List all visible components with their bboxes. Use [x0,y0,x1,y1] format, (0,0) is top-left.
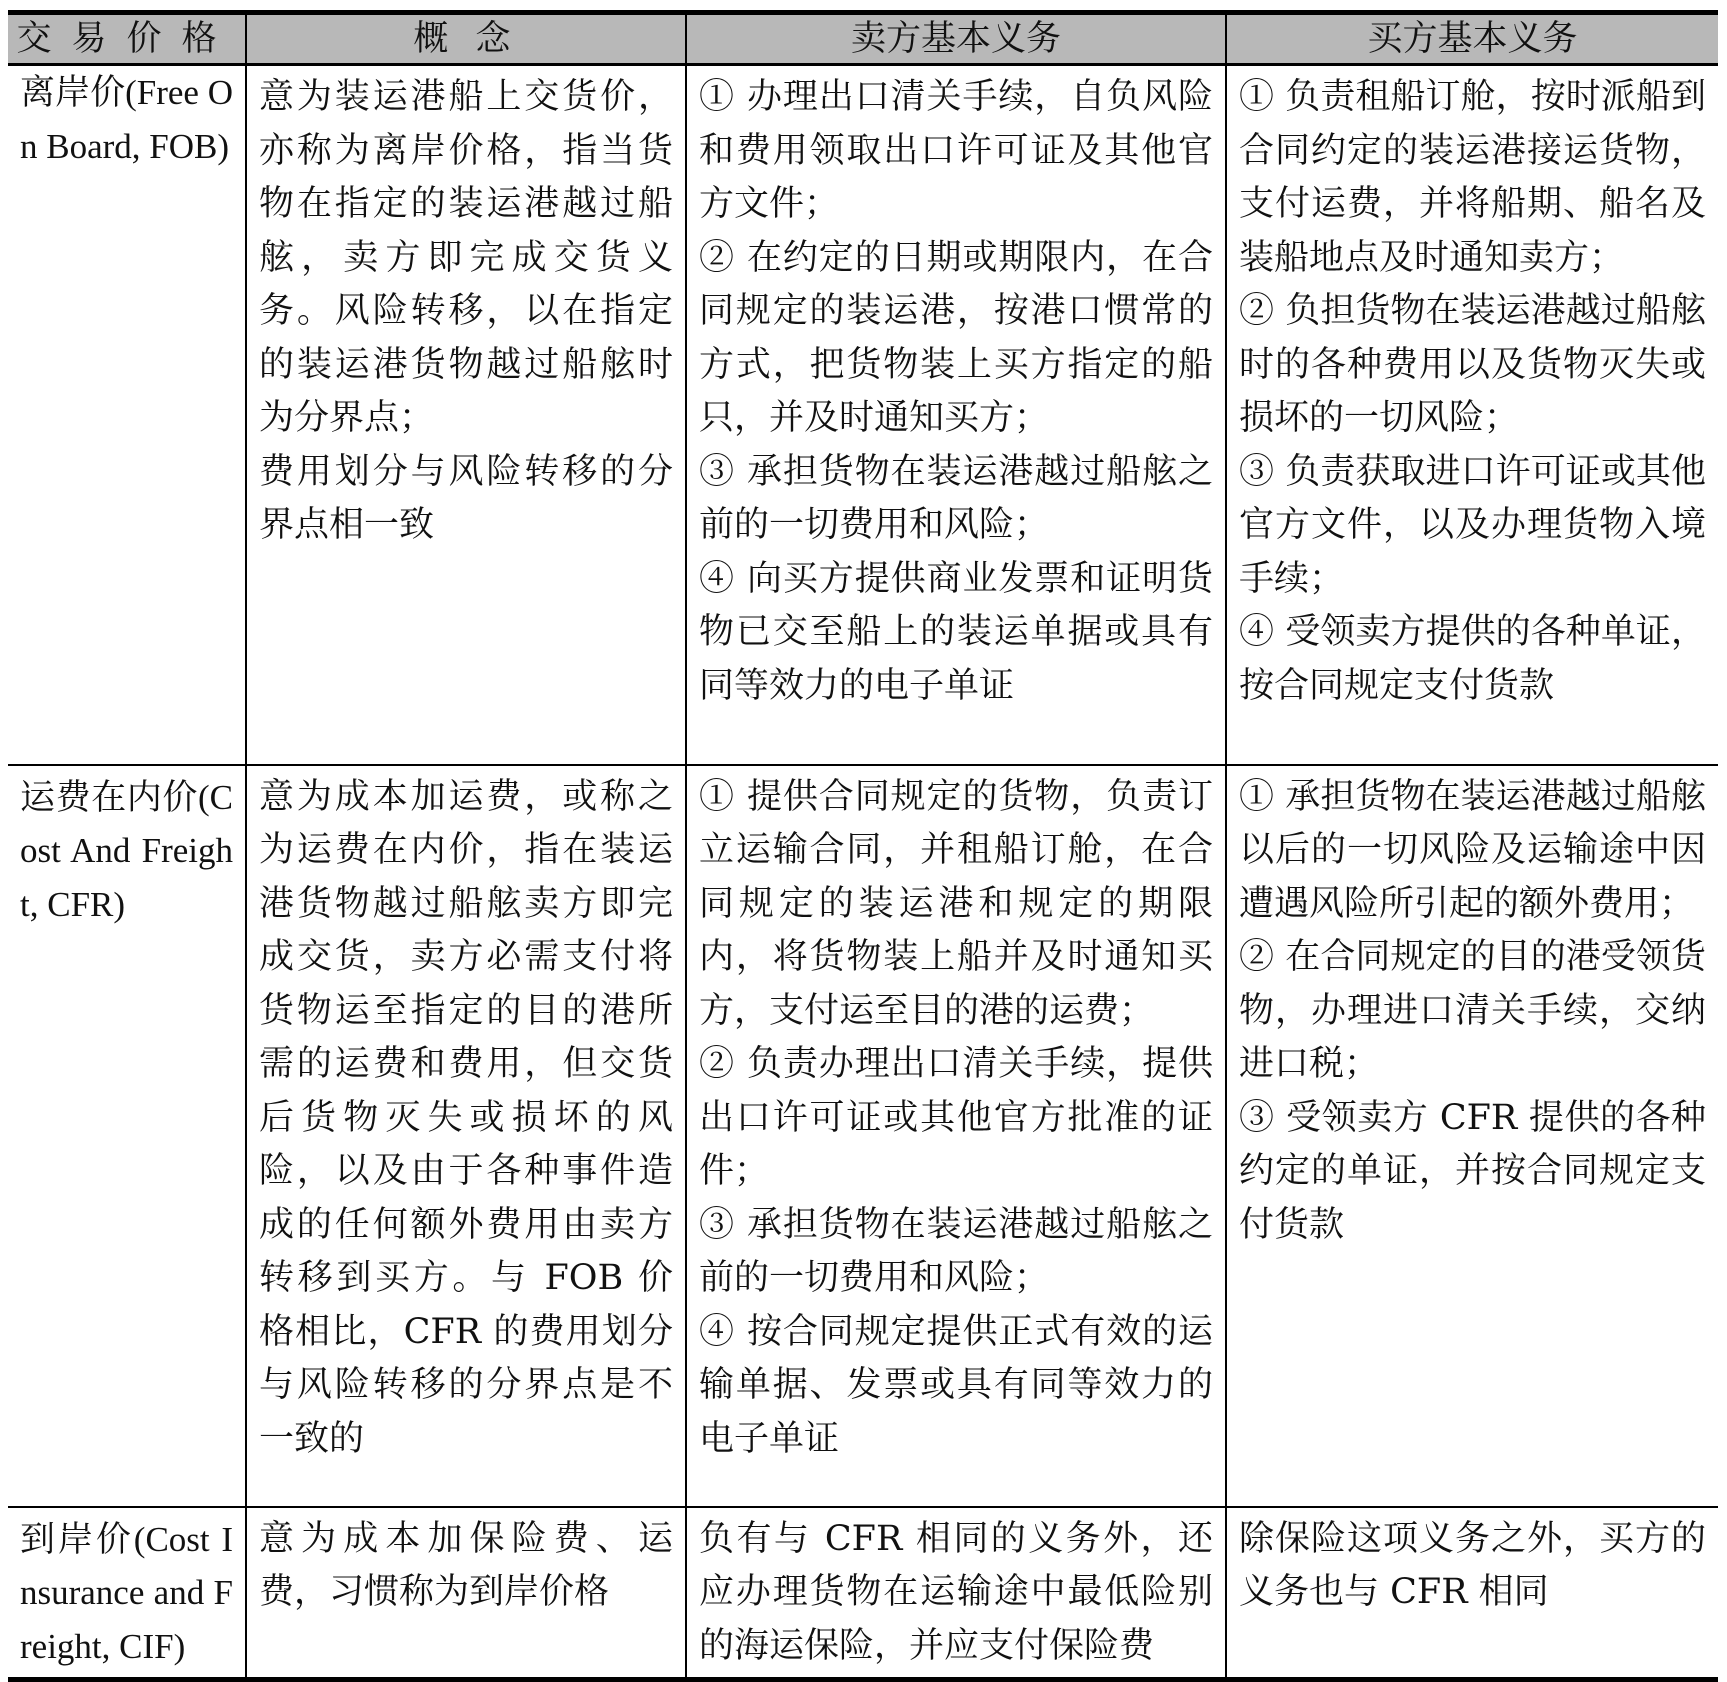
header-seller-label: 卖方基本义务 [850,19,1061,59]
concept-text: 意为成本加保险费、运费，习惯称为到岸价格 [259,1518,673,1612]
table-row [8,65,1718,765]
seller-obligations-cell [686,65,1226,765]
header-term-label: 交易价格 [16,19,237,59]
buyer-obligation-item: ③ 负责获取进口许可证或其他官方文件，以及办理货物入境手续； [1239,451,1706,599]
buyer-obligation-item: ② 在合同规定的目的港受领货物，办理进口清关手续，交纳进口税； [1239,937,1706,1084]
header-concept-label: 概 念 [413,19,519,59]
buyer-obligation-item: ① 承担货物在装运港越过船舷以后的一切风险及运输途中因遭遇风险所引起的额外费用； [1239,776,1706,924]
seller-obligation-item: ③ 承担货物在装运港越过船舷之前的一切费用和风险； [699,1204,1213,1298]
term-cell [8,65,246,765]
buyer-obligation-item: ① 负责租船订舱，按时派船到合同约定的装运港接运货物，支付运费，并将船期、船名及装船地点及时通知卖方； [1239,77,1706,278]
header-seller [686,13,1226,65]
concept-cell [246,65,686,765]
table-row [8,1507,1718,1680]
term-cell [8,1507,246,1680]
seller-obligation-item: ④ 按合同规定提供正式有效的运输单据、发票或具有同等效力的电子单证 [699,1311,1213,1459]
header-buyer [1226,13,1718,65]
trade-terms-table-container [8,10,1718,1682]
header-buyer-label: 买方基本义务 [1367,19,1578,59]
concept-text: 费用划分与风险转移的分界点相一致 [259,451,673,545]
seller-obligation-item: 负有与 CFR 相同的义务外，还应办理货物在运输途中最低险别的海运保险，并应支付保险费 [699,1518,1213,1666]
concept-cell [246,765,686,1507]
seller-obligation-item: ① 提供合同规定的货物，负责订立运输合同，并租船订舱，在合同规定的装运港和规定的期限内，将货物装上船并及时通知买方，支付运至目的港的运费； [699,776,1213,1031]
header-concept [246,13,686,65]
header-term [8,13,246,65]
table-row [8,765,1718,1507]
trade-terms-table [8,10,1718,1682]
concept-cell [246,1507,686,1680]
seller-obligation-item: ② 负责办理出口清关手续，提供出口许可证或其他官方批准的证件； [699,1044,1213,1191]
concept-text: 意为装运港船上交货价，亦称为离岸价格，指当货物在指定的装运港越过船舷，卖方即完成交货义务。风险转移，以在指定的装运港货物越过船舷时为分界点； [259,77,673,438]
buyer-obligations-cell [1226,65,1718,765]
buyer-obligations-cell [1226,765,1718,1507]
buyer-obligation-item: 除保险这项义务之外，买方的义务也与 CFR 相同 [1239,1518,1706,1612]
seller-obligation-item: ② 在约定的日期或期限内，在合同规定的装运港，按港口惯常的方式，把货物装上买方指定的船只，并及时通知买方； [699,237,1213,438]
term-label: 离岸价(Free On Board, FOB) [20,73,233,166]
seller-obligations-cell [686,1507,1226,1680]
seller-obligations-cell [686,765,1226,1507]
term-label: 到岸价(Cost Insurance and Freight, CIF) [20,1519,233,1666]
buyer-obligation-item: ② 负担货物在装运港越过船舷时的各种费用以及货物灭失或损坏的一切风险； [1239,291,1706,438]
seller-obligation-item: ③ 承担货物在装运港越过船舷之前的一切费用和风险； [699,451,1213,545]
buyer-obligations-cell [1226,1507,1718,1680]
table-header-row [8,13,1718,65]
concept-text: 意为成本加运费，或称之为运费在内价，指在装运港货物越过船舷卖方即完成交货，卖方必需支付将货物运至指定的目的港所需的运费和费用，但交货后货物灭失或损坏的风险，以及由于各种事件造成的任何额外费用由卖方转移到买方。与 FOB 价格相比，CFR 的费用划分与风险转移的分界点是不一致的 [259,776,673,1459]
buyer-obligation-item: ③ 受领卖方 CFR 提供的各种约定的单证，并按合同规定支付货款 [1239,1097,1706,1245]
term-cell [8,765,246,1507]
buyer-obligation-item: ④ 受领卖方提供的各种单证，按合同规定支付货款 [1239,612,1706,706]
term-label: 运费在内价(Cost And Freight, CFR) [20,777,233,924]
seller-obligation-item: ④ 向买方提供商业发票和证明货物已交至船上的装运单据或具有同等效力的电子单证 [699,558,1213,706]
seller-obligation-item: ① 办理出口清关手续，自负风险和费用领取出口许可证及其他官方文件； [699,77,1213,224]
